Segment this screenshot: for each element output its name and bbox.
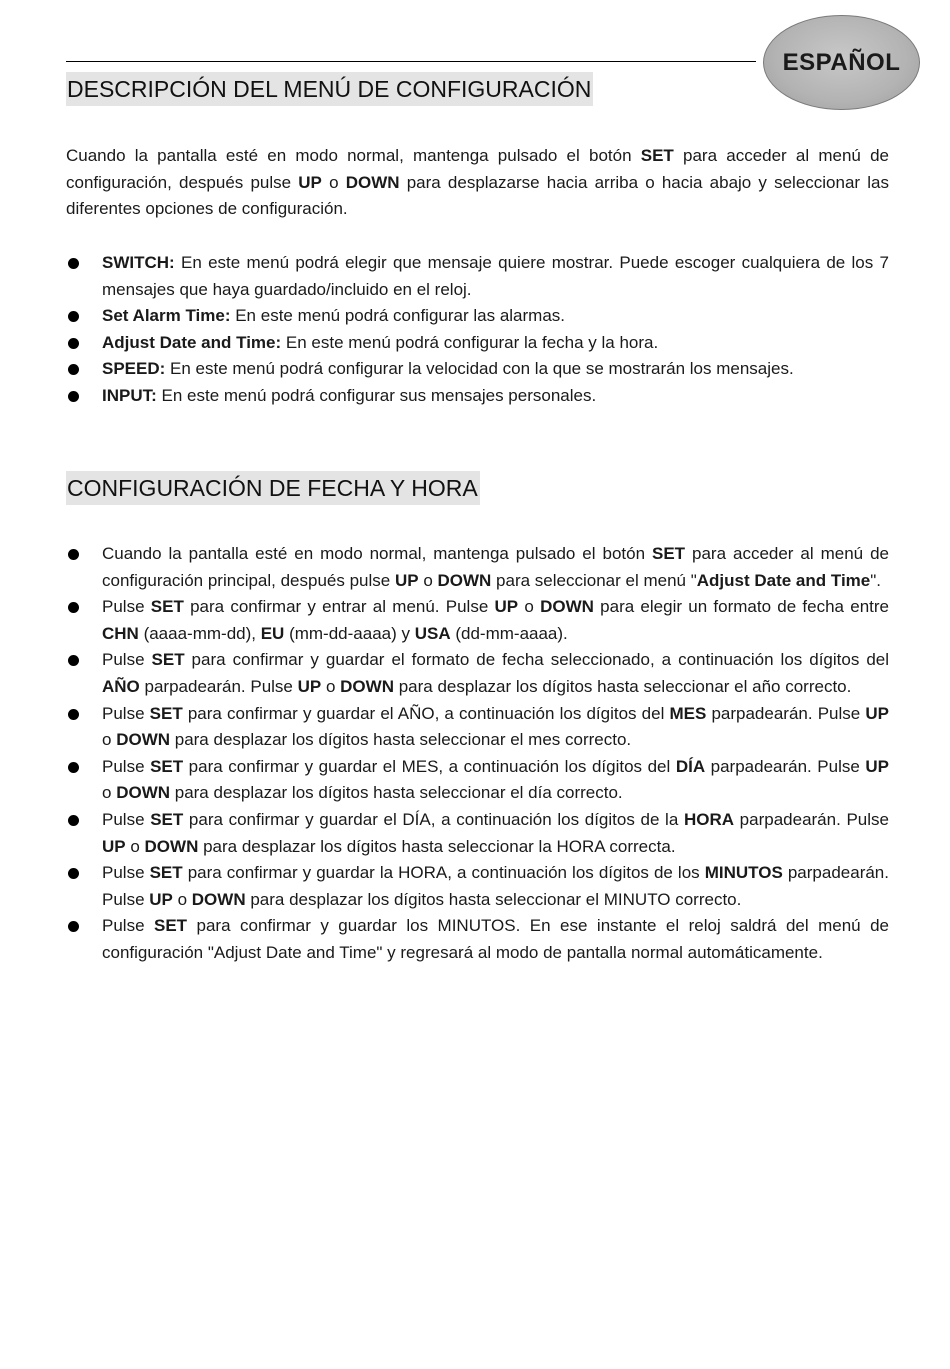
menu-option-term: SPEED: bbox=[102, 359, 166, 379]
step-text: para desplazar los dígitos hasta seleccionar el año correcto. bbox=[393, 676, 852, 696]
step-keyword: UP bbox=[494, 597, 519, 617]
step-keyword: SET bbox=[150, 809, 184, 829]
step-text: para confirmar y guardar el DÍA, a continuación los dígitos de la bbox=[183, 809, 684, 829]
step-keyword: UP bbox=[297, 676, 322, 696]
step-keyword: DOWN bbox=[437, 570, 492, 590]
step-text: o bbox=[125, 836, 145, 856]
step-text: o bbox=[102, 730, 117, 750]
step-keyword: MINUTOS bbox=[704, 863, 783, 883]
intro-text: Cuando la pantalla esté en modo normal, mantenga pulsado el botón bbox=[66, 146, 641, 165]
bullet-icon bbox=[68, 762, 79, 773]
step-text: o bbox=[518, 597, 541, 617]
bullet-icon bbox=[68, 338, 79, 349]
bullet-icon bbox=[68, 364, 79, 375]
step-text: (aaaa-mm-dd), bbox=[138, 623, 261, 643]
step-text: Pulse bbox=[102, 650, 152, 670]
menu-option-term: INPUT: bbox=[102, 385, 157, 405]
step-keyword: DOWN bbox=[144, 836, 199, 856]
menu-options-list bbox=[66, 250, 889, 410]
step-keyword: USA bbox=[414, 623, 451, 643]
bullet-icon bbox=[68, 709, 79, 720]
step-keyword: SET bbox=[149, 703, 183, 723]
step-keyword: DÍA bbox=[675, 756, 706, 776]
step-keyword: Adjust Date and Time bbox=[696, 570, 871, 590]
step-text: o bbox=[102, 783, 117, 803]
step-text: Cuando la pantalla esté en modo normal, mantenga pulsado el botón bbox=[102, 544, 652, 563]
step-keyword: DOWN bbox=[340, 676, 394, 696]
list-item bbox=[66, 250, 889, 303]
step-keyword: DOWN bbox=[116, 730, 171, 750]
step-text: Pulse bbox=[102, 703, 150, 723]
step-keyword: SET bbox=[150, 597, 184, 617]
intro-text: para desplazarse hacia arriba o hacia abajo y seleccionar las diferentes opciones de configuración. bbox=[66, 172, 889, 219]
list-item bbox=[66, 594, 889, 647]
step-text: Pulse bbox=[102, 597, 151, 617]
list-item bbox=[66, 754, 889, 807]
bullet-icon bbox=[68, 655, 79, 666]
menu-option-text: En este menú podrá elegir que mensaje quiere mostrar. Puede escoger cualquiera de los 7 mensajes que haya guardado/incluido en el reloj. bbox=[102, 253, 889, 299]
menu-option-term: Adjust Date and Time: bbox=[102, 332, 282, 352]
step-text: para elegir un formato de fecha entre bbox=[593, 597, 889, 617]
step-text: o bbox=[418, 570, 438, 590]
step-keyword: SET bbox=[151, 650, 185, 670]
header-rule bbox=[66, 61, 756, 62]
step-keyword: SET bbox=[652, 544, 686, 563]
step-text: ". bbox=[870, 570, 882, 590]
step-text: para confirmar y guardar el AÑO, a continuación los dígitos del bbox=[182, 703, 670, 723]
step-text: o bbox=[172, 889, 192, 909]
intro-text: para acceder al menú de configuración, después pulse bbox=[66, 146, 889, 192]
step-text: para acceder al menú de configuración principal, después pulse bbox=[102, 544, 889, 590]
step-text: parpadearán. Pulse bbox=[706, 703, 866, 723]
step-keyword: DOWN bbox=[116, 783, 171, 803]
menu-option-text: En este menú podrá configurar sus mensajes personales. bbox=[156, 385, 597, 405]
step-keyword: SET bbox=[150, 756, 184, 776]
section-heading-date-time: CONFIGURACIÓN DE FECHA Y HORA bbox=[66, 471, 480, 505]
list-item bbox=[66, 303, 889, 330]
step-text: Pulse bbox=[102, 756, 151, 776]
step-text: Pulse bbox=[102, 916, 154, 936]
step-text: para desplazar los dígitos hasta seleccionar el mes correcto. bbox=[170, 730, 632, 750]
step-keyword: UP bbox=[865, 756, 890, 776]
list-item bbox=[66, 330, 889, 357]
step-keyword: EU bbox=[260, 623, 285, 643]
bullet-icon bbox=[68, 391, 79, 402]
step-text: para desplazar los dígitos hasta seleccionar la HORA correcta. bbox=[198, 836, 676, 856]
step-text: para confirmar y guardar la HORA, a continuación los dígitos de los bbox=[182, 863, 705, 883]
bullet-icon bbox=[68, 602, 79, 613]
step-keyword: MES bbox=[669, 703, 707, 723]
step-text: para desplazar los dígitos hasta seleccionar el día correcto. bbox=[170, 783, 623, 803]
step-text: para confirmar y entrar al menú. Pulse bbox=[183, 597, 495, 617]
step-text: Pulse bbox=[102, 863, 150, 883]
list-item bbox=[66, 383, 889, 410]
menu-option-text: En este menú podrá configurar las alarmas. bbox=[230, 306, 566, 326]
bullet-icon bbox=[68, 258, 79, 269]
date-time-steps-list bbox=[66, 541, 889, 967]
step-text: o bbox=[321, 676, 341, 696]
step-keyword: DOWN bbox=[191, 889, 246, 909]
step-keyword: SET bbox=[154, 916, 188, 936]
step-text: parpadearán. Pulse bbox=[705, 756, 866, 776]
bullet-icon bbox=[68, 868, 79, 879]
step-text: para confirmar y guardar el MES, a continuación los dígitos del bbox=[183, 756, 676, 776]
step-text: para seleccionar el menú " bbox=[491, 570, 697, 590]
step-keyword: UP bbox=[865, 703, 889, 723]
step-keyword: AÑO bbox=[102, 676, 140, 696]
intro-keyword: UP bbox=[298, 172, 322, 192]
step-keyword: HORA bbox=[683, 809, 735, 829]
intro-keyword: DOWN bbox=[345, 172, 400, 192]
menu-option-term: SWITCH: bbox=[102, 253, 175, 272]
intro-text: o bbox=[321, 172, 346, 192]
list-item bbox=[66, 807, 889, 860]
list-item bbox=[66, 913, 889, 966]
step-text: para desplazar los dígitos hasta seleccionar el MINUTO correcto. bbox=[245, 889, 742, 909]
step-text: Pulse bbox=[102, 809, 151, 829]
step-keyword: CHN bbox=[102, 623, 139, 643]
language-badge-label: ESPAÑOL bbox=[782, 48, 901, 76]
step-text: parpadearán. Pulse bbox=[102, 863, 889, 909]
list-item bbox=[66, 356, 889, 383]
step-keyword: UP bbox=[394, 570, 419, 590]
step-keyword: UP bbox=[102, 836, 126, 856]
language-badge bbox=[763, 15, 920, 110]
step-text: parpadearán. Pulse bbox=[139, 676, 298, 696]
bullet-icon bbox=[68, 815, 79, 826]
step-keyword: SET bbox=[149, 863, 183, 883]
menu-option-text: En este menú podrá configurar la fecha y la hora. bbox=[281, 332, 659, 352]
section-heading-menu: DESCRIPCIÓN DEL MENÚ DE CONFIGURACIÓN bbox=[66, 72, 593, 106]
step-text: (dd-mm-aaaa). bbox=[450, 623, 568, 643]
list-item bbox=[66, 701, 889, 754]
step-keyword: UP bbox=[149, 889, 173, 909]
menu-option-term: Set Alarm Time: bbox=[102, 306, 231, 326]
step-text: (mm-dd-aaaa) y bbox=[284, 623, 415, 643]
intro-keyword: SET bbox=[640, 146, 674, 165]
intro-paragraph bbox=[66, 143, 889, 223]
bullet-icon bbox=[68, 311, 79, 322]
bullet-icon bbox=[68, 921, 79, 932]
bullet-icon bbox=[68, 549, 79, 560]
step-keyword: DOWN bbox=[540, 597, 594, 617]
step-text: parpadearán. Pulse bbox=[734, 809, 889, 829]
list-item bbox=[66, 647, 889, 700]
step-text: para confirmar y guardar el formato de fecha seleccionado, a continuación los dígitos del bbox=[184, 650, 890, 670]
list-item bbox=[66, 860, 889, 913]
menu-option-text: En este menú podrá configurar la velocidad con la que se mostrarán los mensajes. bbox=[165, 359, 794, 379]
step-text: para confirmar y guardar los MINUTOS. En ese instante el reloj saldrá del menú de configuración "Adjust Date and Time" y regresará al modo de pantalla normal automáticamente. bbox=[102, 916, 890, 962]
list-item bbox=[66, 541, 889, 594]
